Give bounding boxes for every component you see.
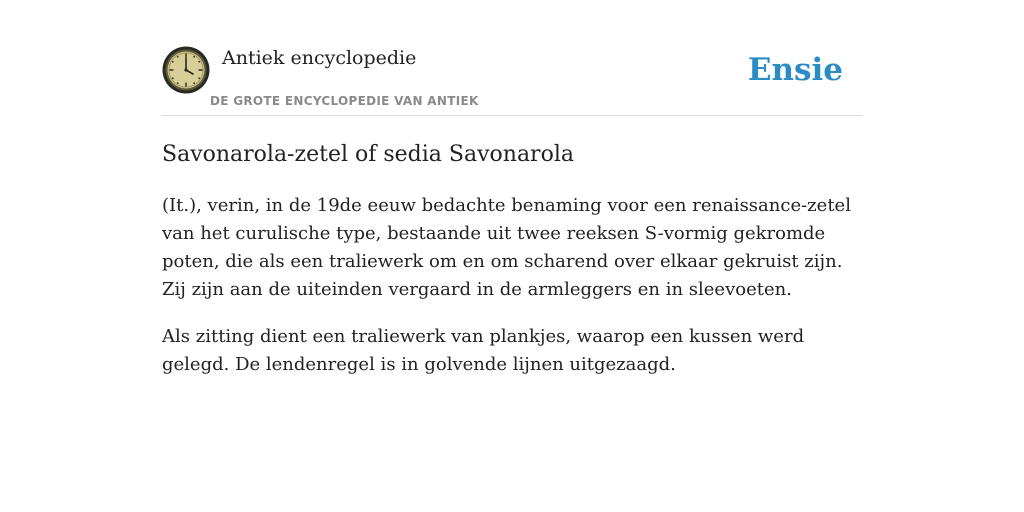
clock-icon[interactable] xyxy=(162,46,210,94)
site-header xyxy=(162,0,862,116)
header-divider xyxy=(162,115,862,116)
article-paragraph: (It.), verin, in de 19de eeuw bedachte benaming voor een renaissance-zetel van het curulische type, bestaande uit twee reeksen S-vormig gekromde poten, die als een traliewerk om en om scharend over elkaar gekruist zijn. Zij zijn aan de uiteinden vergaard in de armleggers en in sleevoeten. xyxy=(162,195,851,300)
brand-logo[interactable]: Ensie xyxy=(747,52,843,88)
article-body xyxy=(162,192,862,398)
site-title[interactable]: Antiek encyclopedie xyxy=(222,47,417,69)
site-subtitle: DE GROTE ENCYCLOPEDIE VAN ANTIEK xyxy=(210,94,479,108)
page xyxy=(162,0,862,512)
article-title: Savonarola-zetel of sedia Savonarola xyxy=(162,142,574,167)
article-paragraph: Als zitting dient een traliewerk van plankjes, waarop een kussen werd gelegd. De lendenregel is in golvende lijnen uitgezaagd. xyxy=(162,326,805,375)
